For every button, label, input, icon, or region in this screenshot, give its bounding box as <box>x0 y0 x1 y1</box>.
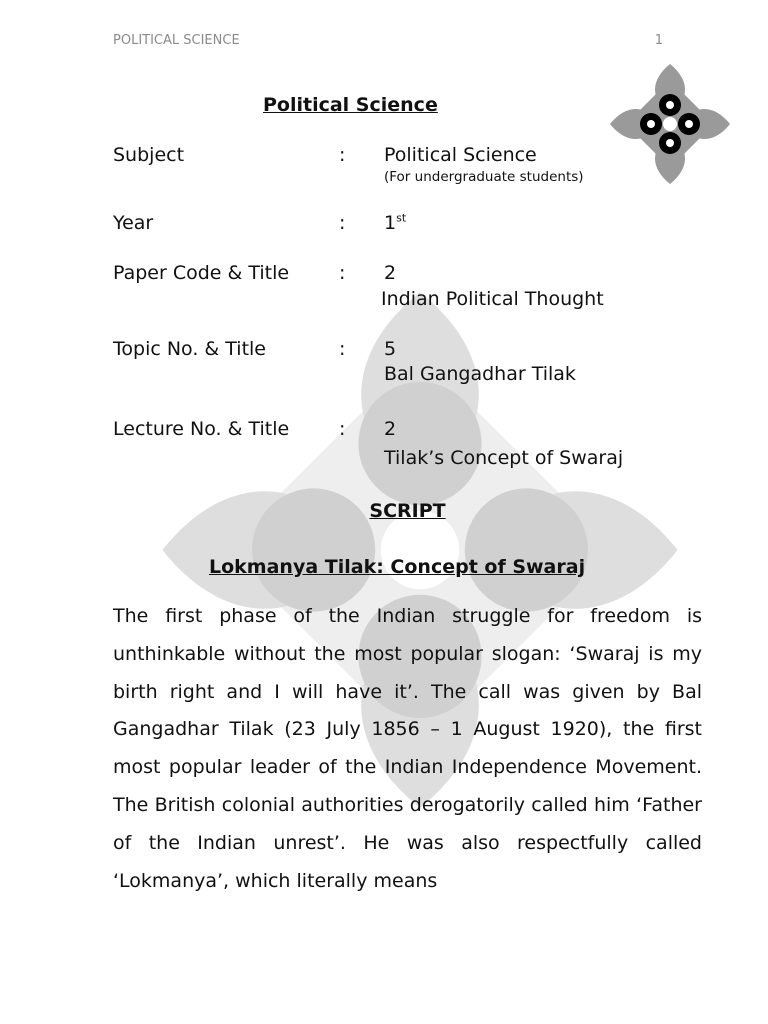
subject-note: (For undergraduate students) <box>384 169 584 185</box>
topic-label: Topic No. & Title <box>113 338 266 360</box>
section-heading: Lokmanya Tilak: Concept of Swaraj <box>209 556 586 578</box>
page-number: 1 <box>654 33 663 48</box>
subject-value: Political Science <box>384 144 537 166</box>
running-title: POLITICAL SCIENCE <box>113 33 240 48</box>
page-header <box>113 33 663 48</box>
paper-code: 2 <box>384 262 397 284</box>
subject-label: Subject <box>113 144 185 166</box>
paper-separator: : <box>339 262 346 284</box>
lecture-separator: : <box>339 418 346 440</box>
year-label: Year <box>113 212 154 234</box>
topic-title: Bal Gangadhar Tilak <box>384 363 576 385</box>
topic-separator: : <box>339 338 346 360</box>
year-separator: : <box>339 212 346 234</box>
four-petal-emblem-icon <box>608 62 732 186</box>
document-title: Political Science <box>263 94 438 116</box>
year-number: 1 <box>384 212 397 234</box>
lecture-title: Tilak’s Concept of Swaraj <box>384 447 624 469</box>
year-suffix: st <box>396 211 407 225</box>
lecture-label: Lecture No. & Title <box>113 418 290 440</box>
body-paragraph: The first phase of the Indian struggle for freedom is unthinkable without the most popular slogan: ‘Swaraj is my birth right and I will have it’. The call was given by Bal Gangadhar Tilak (23 July 1856 – 1 August 1920), the first most popular leader of the Indian Independence Movement. The British colonial authorities derogatorily called him ‘Father of the Indian unrest’. He was also respectfully called ‘Lokmanya’, which literally means <box>113 605 702 892</box>
script-heading: SCRIPT <box>369 500 446 522</box>
paper-title: Indian Political Thought <box>381 288 604 310</box>
subject-separator: : <box>339 144 346 166</box>
year-value <box>384 212 406 234</box>
paper-label: Paper Code & Title <box>113 262 290 284</box>
topic-number: 5 <box>384 338 397 360</box>
lecture-number: 2 <box>384 418 397 440</box>
